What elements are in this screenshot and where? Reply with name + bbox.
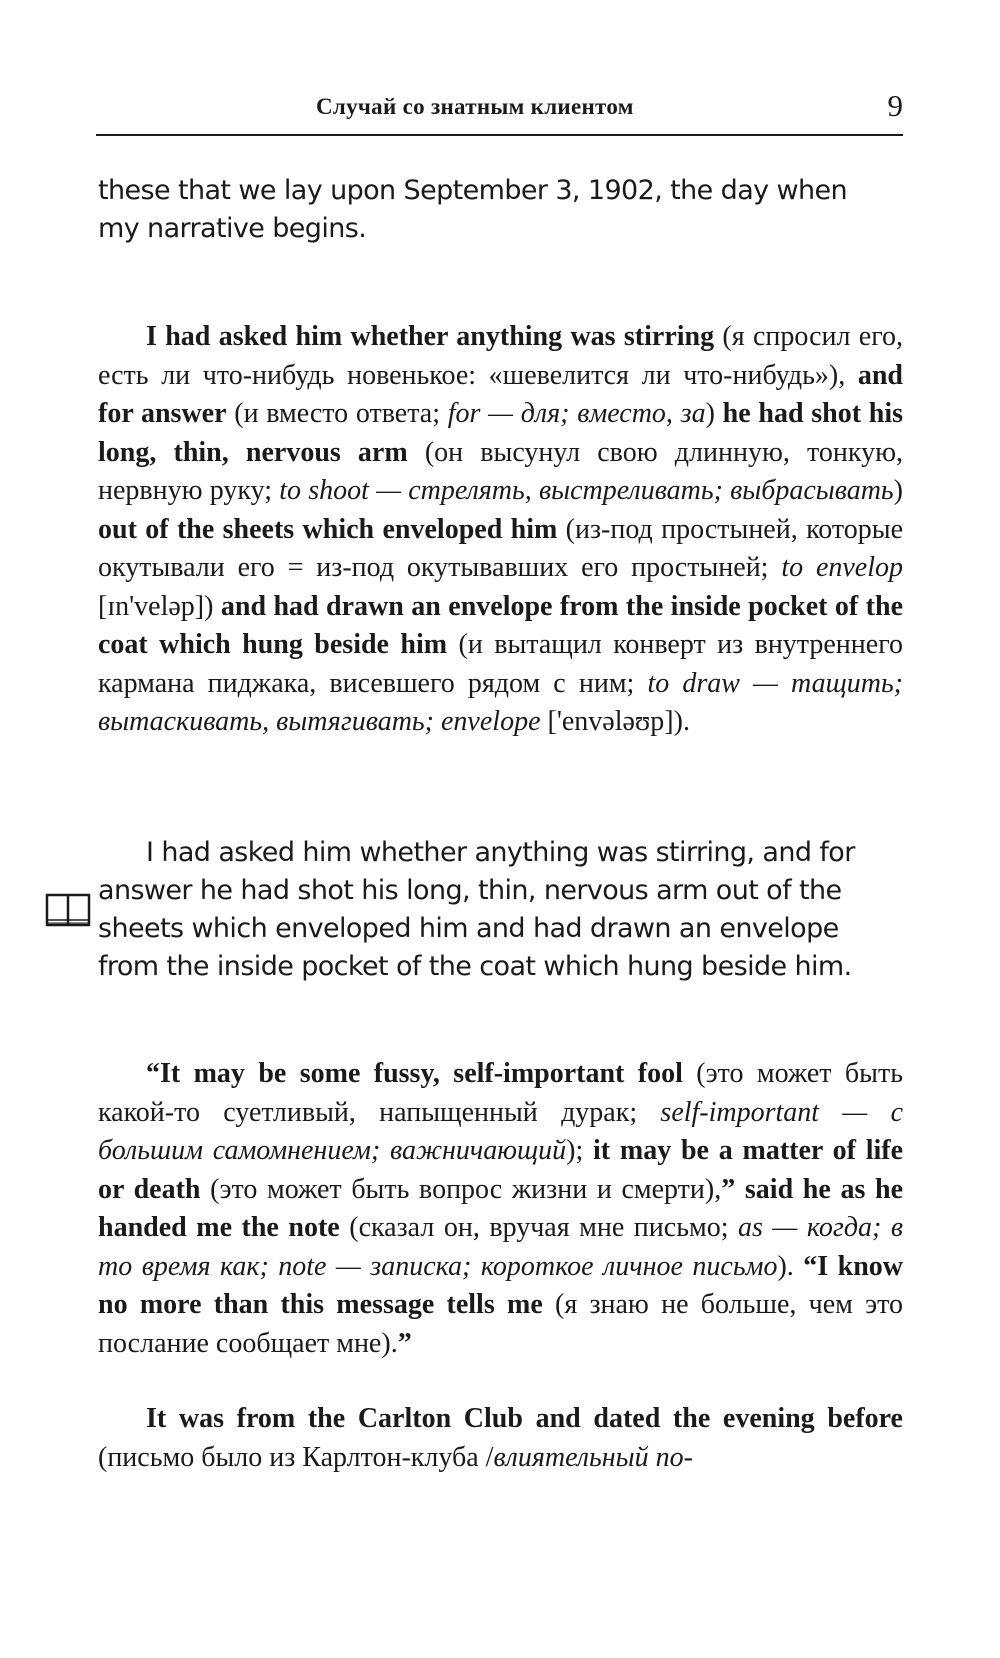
transcription: [ɪn'veləp]): [98, 590, 221, 622]
vocab-note: to envelop: [781, 552, 903, 583]
page-number: 9: [887, 88, 903, 123]
intro-paragraph: [98, 172, 903, 248]
punctuation: ).: [777, 1250, 804, 1282]
punctuation: ): [893, 475, 903, 506]
intro-line: these that we lay upon September 3, 1902, the day when: [98, 175, 848, 206]
vocab-note: for — для; вместо, за: [447, 398, 706, 429]
english-text: it may be a matter of life or death: [98, 1135, 903, 1205]
running-title: Случай со знатным клиентом: [316, 94, 634, 119]
english-text: and had drawn an envelope from the inside pocket of the coat which hung beside him: [98, 590, 903, 660]
english-text: and for answer: [98, 359, 903, 429]
original-line: answer he had shot his long, thin, nervous arm out of the: [98, 875, 842, 906]
english-text: “It may be some fussy, self-important fool: [146, 1058, 683, 1089]
vocab-note: to shoot — стрелять, выстреливать; выбрасывать: [279, 475, 894, 506]
russian-gloss: (и вместо ответа;: [226, 398, 448, 429]
russian-gloss: (я спросил его, есть ли что-нибудь новенькое: «шевелится ли что-нибудь»),: [98, 321, 903, 391]
vocab-note: to draw — тащить; вытаскивать, вытягивать; envelope: [98, 667, 904, 737]
russian-gloss: (это может быть вопрос жизни и смерти),: [200, 1173, 722, 1205]
original-line: sheets which enveloped him and had drawn an envelope: [98, 913, 839, 944]
russian-gloss: (сказал он, вручая мне письмо;: [339, 1212, 738, 1243]
english-text: out of the sheets which enveloped him: [98, 513, 558, 545]
vocab-note: self-important — с большим самомнением; важничающий: [98, 1096, 903, 1166]
annotated-paragraph-3: [98, 1400, 903, 1477]
punctuation: ): [705, 398, 723, 429]
punctuation: );: [566, 1135, 594, 1166]
open-book-icon: [44, 892, 92, 928]
page-header: [96, 90, 903, 136]
vocab-note: as — когда; в то время как; note — записка; короткое личное письмо: [98, 1212, 903, 1282]
russian-gloss: (и вытащил конверт из внутреннего кармана пиджака, висевшего рядом с ним;: [98, 629, 903, 699]
russian-gloss: (я знаю не больше, чем это послание сообщает мне).: [98, 1289, 903, 1359]
english-text: ” said he as he handed me the note: [98, 1173, 903, 1243]
transcription: ['envələʊp]).: [540, 706, 690, 737]
original-line: from the inside pocket of the coat which hung beside him.: [98, 951, 852, 982]
russian-gloss: (из-под простыней, которые окутывали его = из-под окутывавших его простыней;: [98, 513, 903, 583]
intro-line: my narrative begins.: [98, 213, 367, 244]
russian-gloss: (это может быть какой-то суетливый, напыщенный дурак;: [98, 1058, 903, 1128]
english-text: “I know no more than this message tells me: [98, 1250, 904, 1320]
punctuation: ”: [397, 1327, 412, 1359]
russian-gloss: (письмо было из Карлтон-клуба /: [98, 1441, 494, 1473]
original-line: I had asked him whether anything was stirring, and for: [146, 837, 855, 868]
original-paragraph: [98, 834, 903, 986]
english-text: It was from the Carlton Club and dated the evening before: [146, 1403, 903, 1434]
english-text: I had asked him whether anything was stirring: [146, 321, 715, 352]
annotated-paragraph-1: [98, 318, 903, 742]
vocab-note: влиятельный по-: [493, 1441, 693, 1473]
russian-gloss: (он высунул свою длинную, тонкую, нервную руку;: [98, 436, 903, 506]
english-text: he had shot his long, thin, nervous arm: [98, 398, 904, 468]
annotated-paragraph-2: [98, 1055, 903, 1363]
